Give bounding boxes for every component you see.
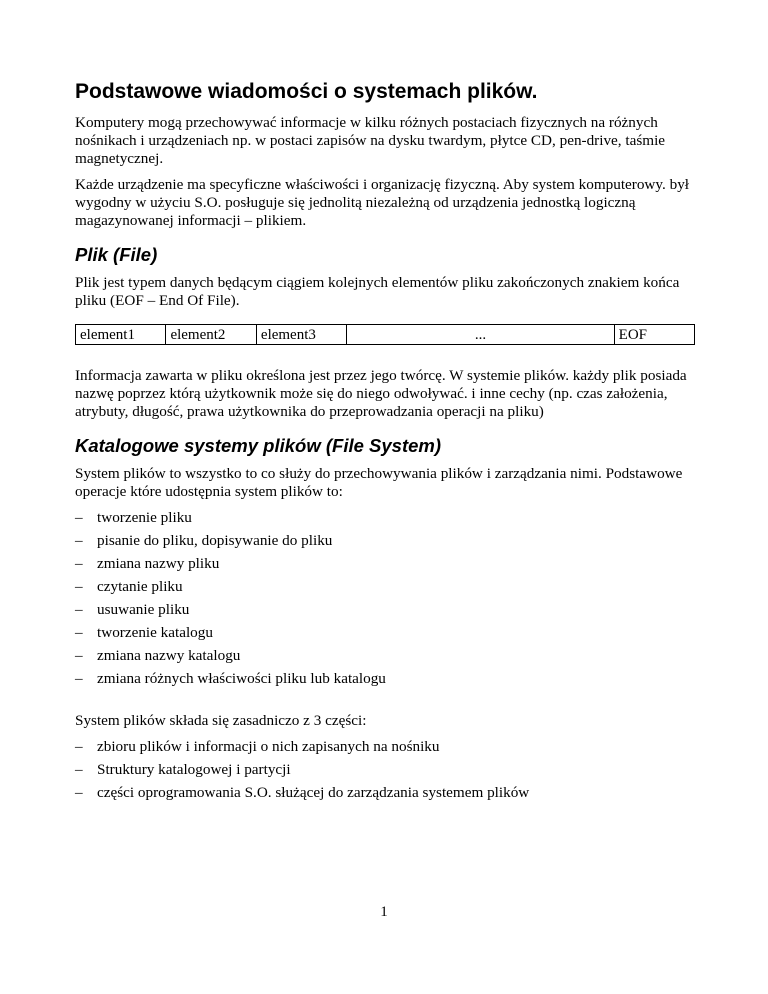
file-definition-paragraph: Plik jest typem danych będącym ciągiem kolejnych elementów pliku zakończonych znakiem końca pliku (EOF – End Of File). — [75, 274, 680, 309]
list-item — [75, 555, 696, 573]
file-system-paragraph: System plików to wszystko to co służy do przechowywania plików i zarządzania nimi. Podstawowe operacje które udostępnia system plików to: — [75, 465, 683, 500]
file-structure-table — [75, 324, 695, 345]
table-cell: element3 — [256, 325, 346, 345]
list-item — [75, 738, 696, 756]
dash-bullet: – — [75, 784, 83, 801]
table-cell: ... — [347, 325, 614, 345]
dash-bullet: – — [75, 624, 83, 641]
list-item — [75, 532, 696, 550]
list-item-text: tworzenie katalogu — [97, 624, 213, 641]
list-item — [75, 670, 696, 688]
table-cell: element2 — [166, 325, 256, 345]
intro-paragraph-1: Komputery mogą przechowywać informacje w kilku różnych postaciach fizycznych na różnych nośnikach i urządzeniach np. w postaci zapisów na dysku twardym, płytce CD, pen-drive, taśmie magnetycznej. — [75, 114, 666, 167]
section-heading-file-system: Katalogowe systemy plików (File System) — [75, 435, 441, 456]
dash-bullet: – — [75, 578, 83, 595]
list-item — [75, 601, 696, 619]
dash-bullet: – — [75, 738, 83, 755]
table-cell: element1 — [76, 325, 166, 345]
list-item-text: Struktury katalogowej i partycji — [97, 761, 291, 778]
operations-list — [75, 509, 696, 688]
table-row — [76, 325, 695, 345]
list-item — [75, 578, 696, 596]
list-item-text: czytanie pliku — [97, 578, 183, 595]
list-item — [75, 509, 696, 527]
list-item-text: części oprogramowania S.O. służącej do zarządzania systemem plików — [97, 784, 530, 801]
list-item — [75, 761, 696, 779]
parts-list — [75, 738, 696, 802]
list-item-text: zmiana nazwy pliku — [97, 555, 220, 572]
dash-bullet: – — [75, 601, 83, 618]
dash-bullet: – — [75, 555, 83, 572]
table-cell: EOF — [614, 325, 694, 345]
list-item — [75, 647, 696, 665]
section-heading-file: Plik (File) — [75, 244, 158, 265]
dash-bullet: – — [75, 761, 83, 778]
list-item-text: pisanie do pliku, dopisywanie do pliku — [97, 532, 333, 549]
intro-paragraph-2: Każde urządzenie ma specyficzne właściwości i organizację fizyczną. Aby system komputerowy. był wygodny w użyciu S.O. posługuje się jednolitą niezależną od urządzenia jednostką logiczną magazynowanej informacji – plikiem. — [75, 176, 690, 229]
dash-bullet: – — [75, 670, 83, 687]
page-title: Podstawowe wiadomości o systemach plików. — [75, 80, 538, 103]
parts-intro-paragraph: System plików składa się zasadniczo z 3 części: — [75, 712, 367, 729]
dash-bullet: – — [75, 532, 83, 549]
list-item — [75, 624, 696, 642]
list-item-text: zmiana różnych właściwości pliku lub katalogu — [97, 670, 386, 687]
list-item — [75, 784, 696, 802]
dash-bullet: – — [75, 647, 83, 664]
list-item-text: usuwanie pliku — [97, 601, 190, 618]
page-number: 1 — [380, 904, 388, 920]
list-item-text: tworzenie pliku — [97, 509, 192, 526]
file-info-paragraph: Informacja zawarta w pliku określona jest przez jego twórcę. W systemie plików. każdy plik posiada nazwę poprzez którą użytkownik może się do niego odwoływać. i inne cechy (np. czas założenia, atrybuty, długość, prawa użytkownika do przeprowadzania operacji na pliku) — [75, 367, 687, 420]
list-item-text: zmiana nazwy katalogu — [97, 647, 241, 664]
dash-bullet: – — [75, 509, 83, 526]
list-item-text: zbioru plików i informacji o nich zapisanych na nośniku — [97, 738, 440, 755]
